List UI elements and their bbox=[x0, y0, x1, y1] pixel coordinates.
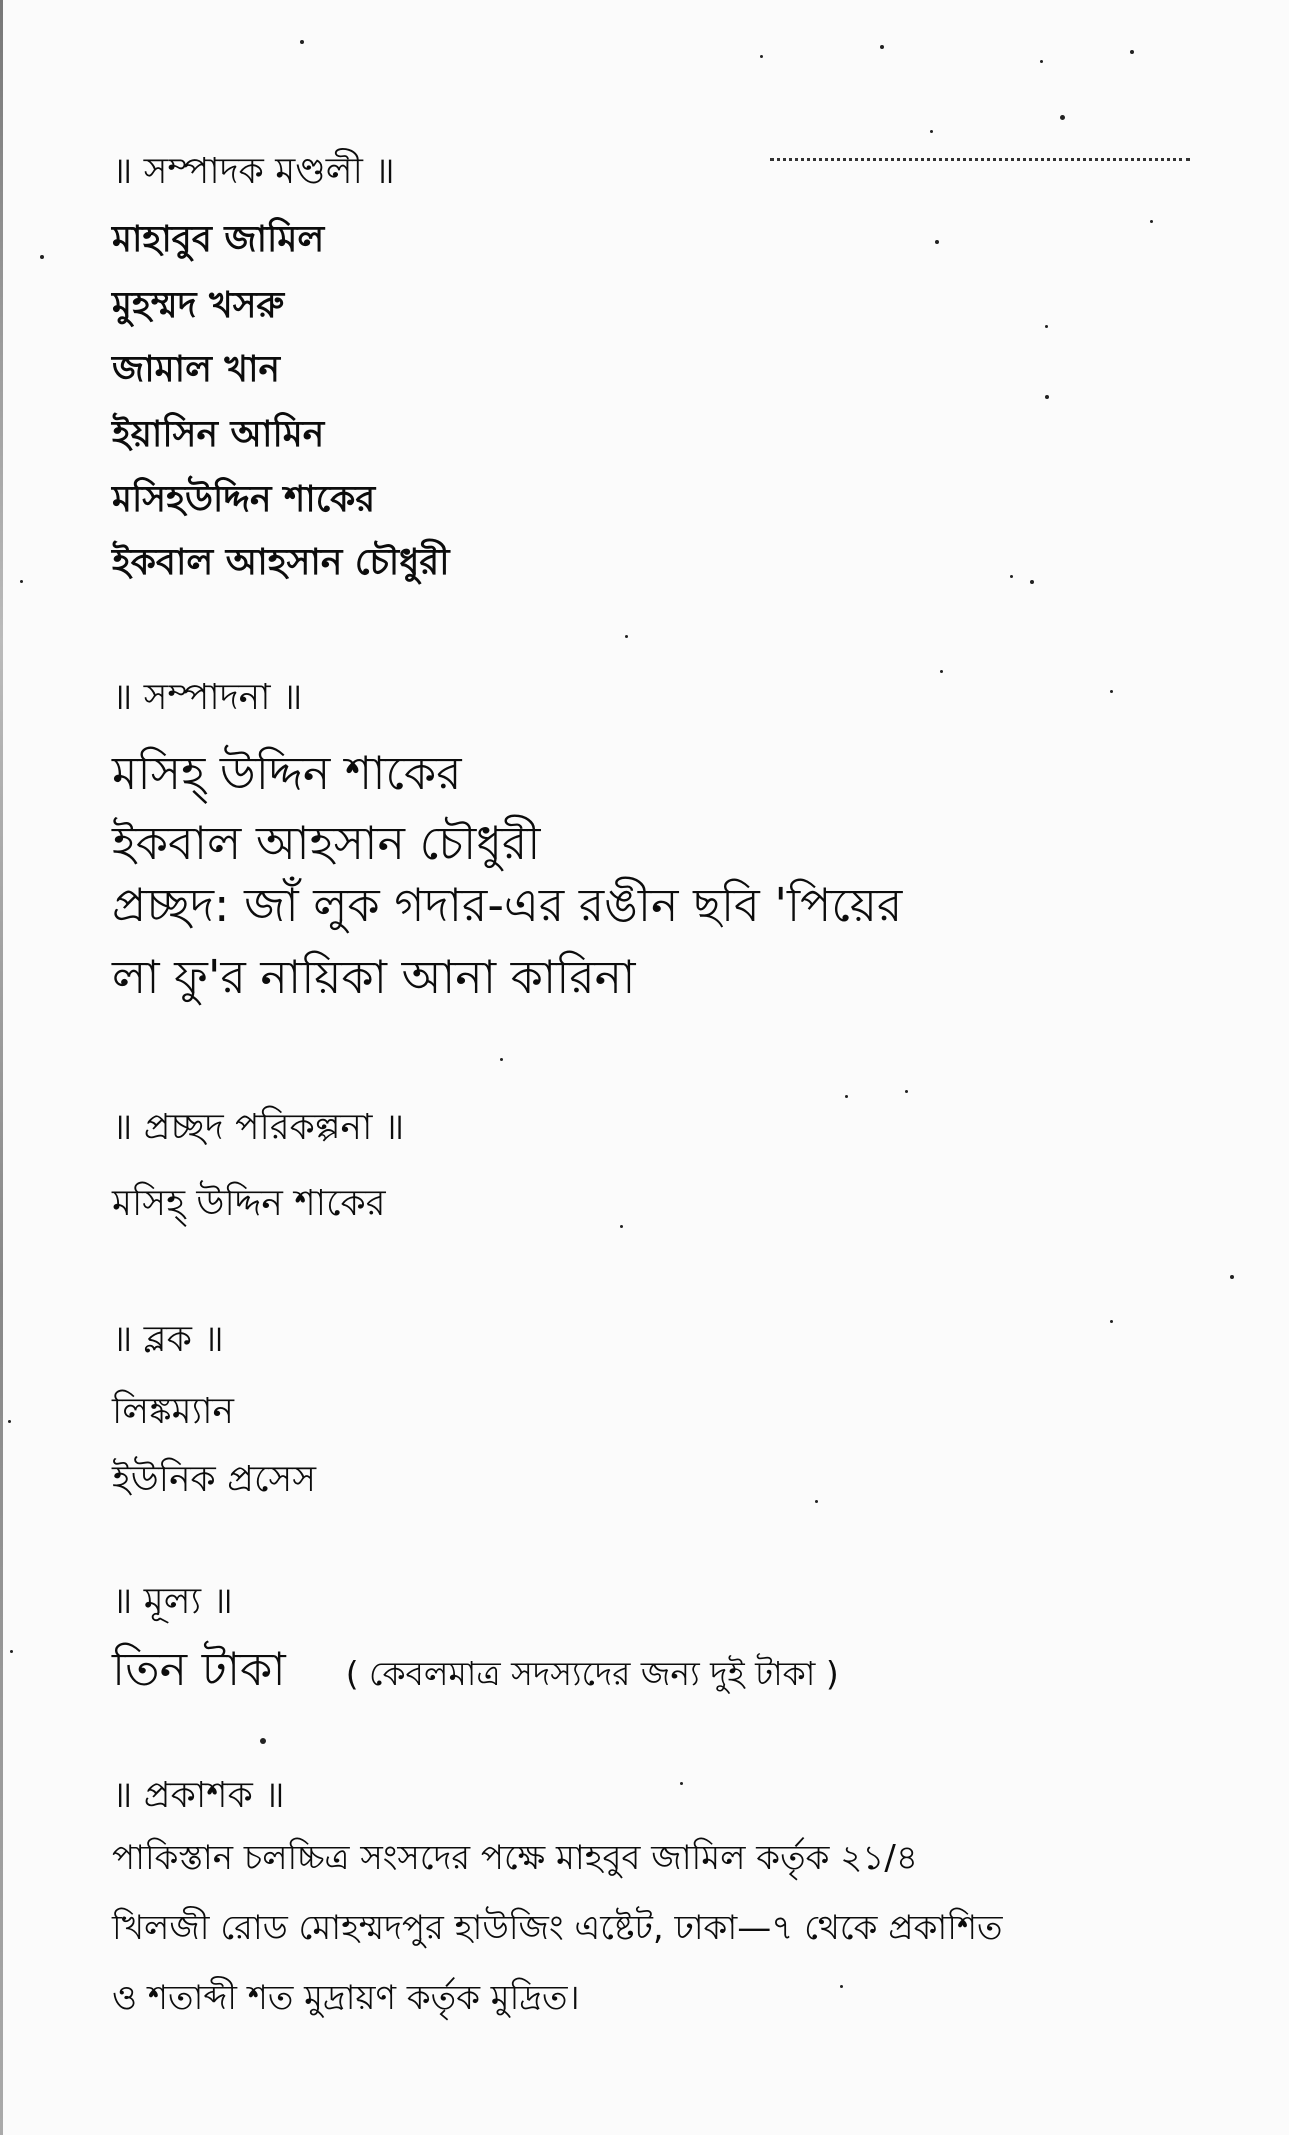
editor-name: মসিহউদ্দিন শাকের bbox=[112, 479, 376, 520]
ink-speck bbox=[8, 1420, 11, 1423]
ink-speck bbox=[500, 1058, 503, 1061]
ink-speck bbox=[620, 1225, 623, 1228]
ink-speck bbox=[930, 130, 933, 133]
cover-credit-line-1: প্রচ্ছদ: জাঁ লুক গদার-এর রঙীন ছবি 'পিয়ের bbox=[112, 878, 903, 932]
ink-speck bbox=[1030, 580, 1034, 584]
editor-name: মাহাবুব জামিল bbox=[112, 219, 325, 260]
price-value: তিন টাকা bbox=[112, 1642, 286, 1696]
ink-speck bbox=[1150, 220, 1153, 223]
ink-speck bbox=[815, 1500, 818, 1503]
price-heading: ॥ মূল্য ॥ bbox=[112, 1581, 233, 1622]
ink-speck bbox=[1040, 60, 1043, 63]
cover-designer-name: মসিহ্ উদ্দিন শাকের bbox=[112, 1183, 386, 1224]
ink-speck bbox=[40, 255, 44, 259]
publisher-heading: ॥ প্রকাশক ॥ bbox=[112, 1775, 285, 1816]
block-maker: লিঙ্কম্যান bbox=[112, 1391, 234, 1432]
editor-name: ইয়াসিন আমিন bbox=[112, 414, 325, 455]
ink-speck bbox=[905, 1090, 908, 1093]
editor-name: জামাল খান bbox=[112, 349, 281, 390]
ink-speck bbox=[1010, 575, 1013, 578]
ink-speck bbox=[1045, 325, 1048, 328]
ink-speck bbox=[1110, 1320, 1113, 1323]
ink-speck bbox=[1045, 395, 1049, 399]
page-edge-shadow bbox=[0, 0, 3, 2135]
price-line bbox=[112, 1644, 839, 1695]
cover-design-heading: ॥ প্রচ্ছদ পরিকল্পনা ॥ bbox=[112, 1107, 405, 1148]
editors-board-heading: ॥ সম্পাদক মণ্ডলী ॥ bbox=[112, 151, 395, 192]
price-note: ( কেবলমাত্র সদস্যদের জন্য দুই টাকা ) bbox=[345, 1654, 839, 1693]
ink-speck bbox=[625, 635, 628, 638]
ink-speck bbox=[880, 45, 884, 49]
cover-credit-line-2: লা ফু'র নায়িকা আনা কারিনা bbox=[112, 950, 636, 1004]
ink-speck bbox=[935, 240, 939, 244]
publisher-line: পাকিস্তান চলচ্চিত্র সংসদের পক্ষে মাহবুব জামিল কর্তৃক ২১/৪ bbox=[112, 1838, 918, 1878]
print-noise-rule bbox=[770, 158, 1190, 161]
editing-heading: ॥ সম্পাদনা ॥ bbox=[112, 677, 303, 718]
block-heading: ॥ ব্লক ॥ bbox=[112, 1319, 224, 1360]
ink-speck bbox=[1130, 50, 1134, 54]
ink-speck bbox=[940, 670, 943, 673]
ink-speck bbox=[20, 580, 23, 583]
editing-name: মসিহ্ উদ্দিন শাকের bbox=[112, 746, 462, 800]
ink-speck bbox=[1110, 690, 1113, 693]
block-maker: ইউনিক প্রসেস bbox=[112, 1459, 317, 1500]
editor-name: ইকবাল আহসান চৌধুরী bbox=[112, 542, 450, 583]
ink-speck bbox=[760, 55, 763, 58]
editing-name: ইকবাল আহসান চৌধুরী bbox=[112, 816, 541, 870]
publisher-line: খিলজী রোড মোহম্মদপুর হাউজিং এষ্টেট, ঢাকা—৭ থেকে প্রকাশিত bbox=[112, 1908, 1003, 1948]
ink-speck bbox=[10, 1650, 13, 1653]
ink-speck bbox=[680, 1782, 683, 1785]
ink-speck bbox=[260, 1738, 266, 1744]
publisher-line: ও শতাব্দী শত মুদ্রায়ণ কর্তৃক মুদ্রিত। bbox=[112, 1978, 580, 2018]
ink-speck bbox=[845, 1095, 848, 1098]
ink-speck bbox=[840, 1985, 843, 1988]
ink-speck bbox=[1230, 1275, 1234, 1279]
ink-speck bbox=[1060, 115, 1065, 120]
ink-speck bbox=[300, 40, 304, 44]
editor-name: মুহম্মদ খসরু bbox=[112, 285, 285, 326]
